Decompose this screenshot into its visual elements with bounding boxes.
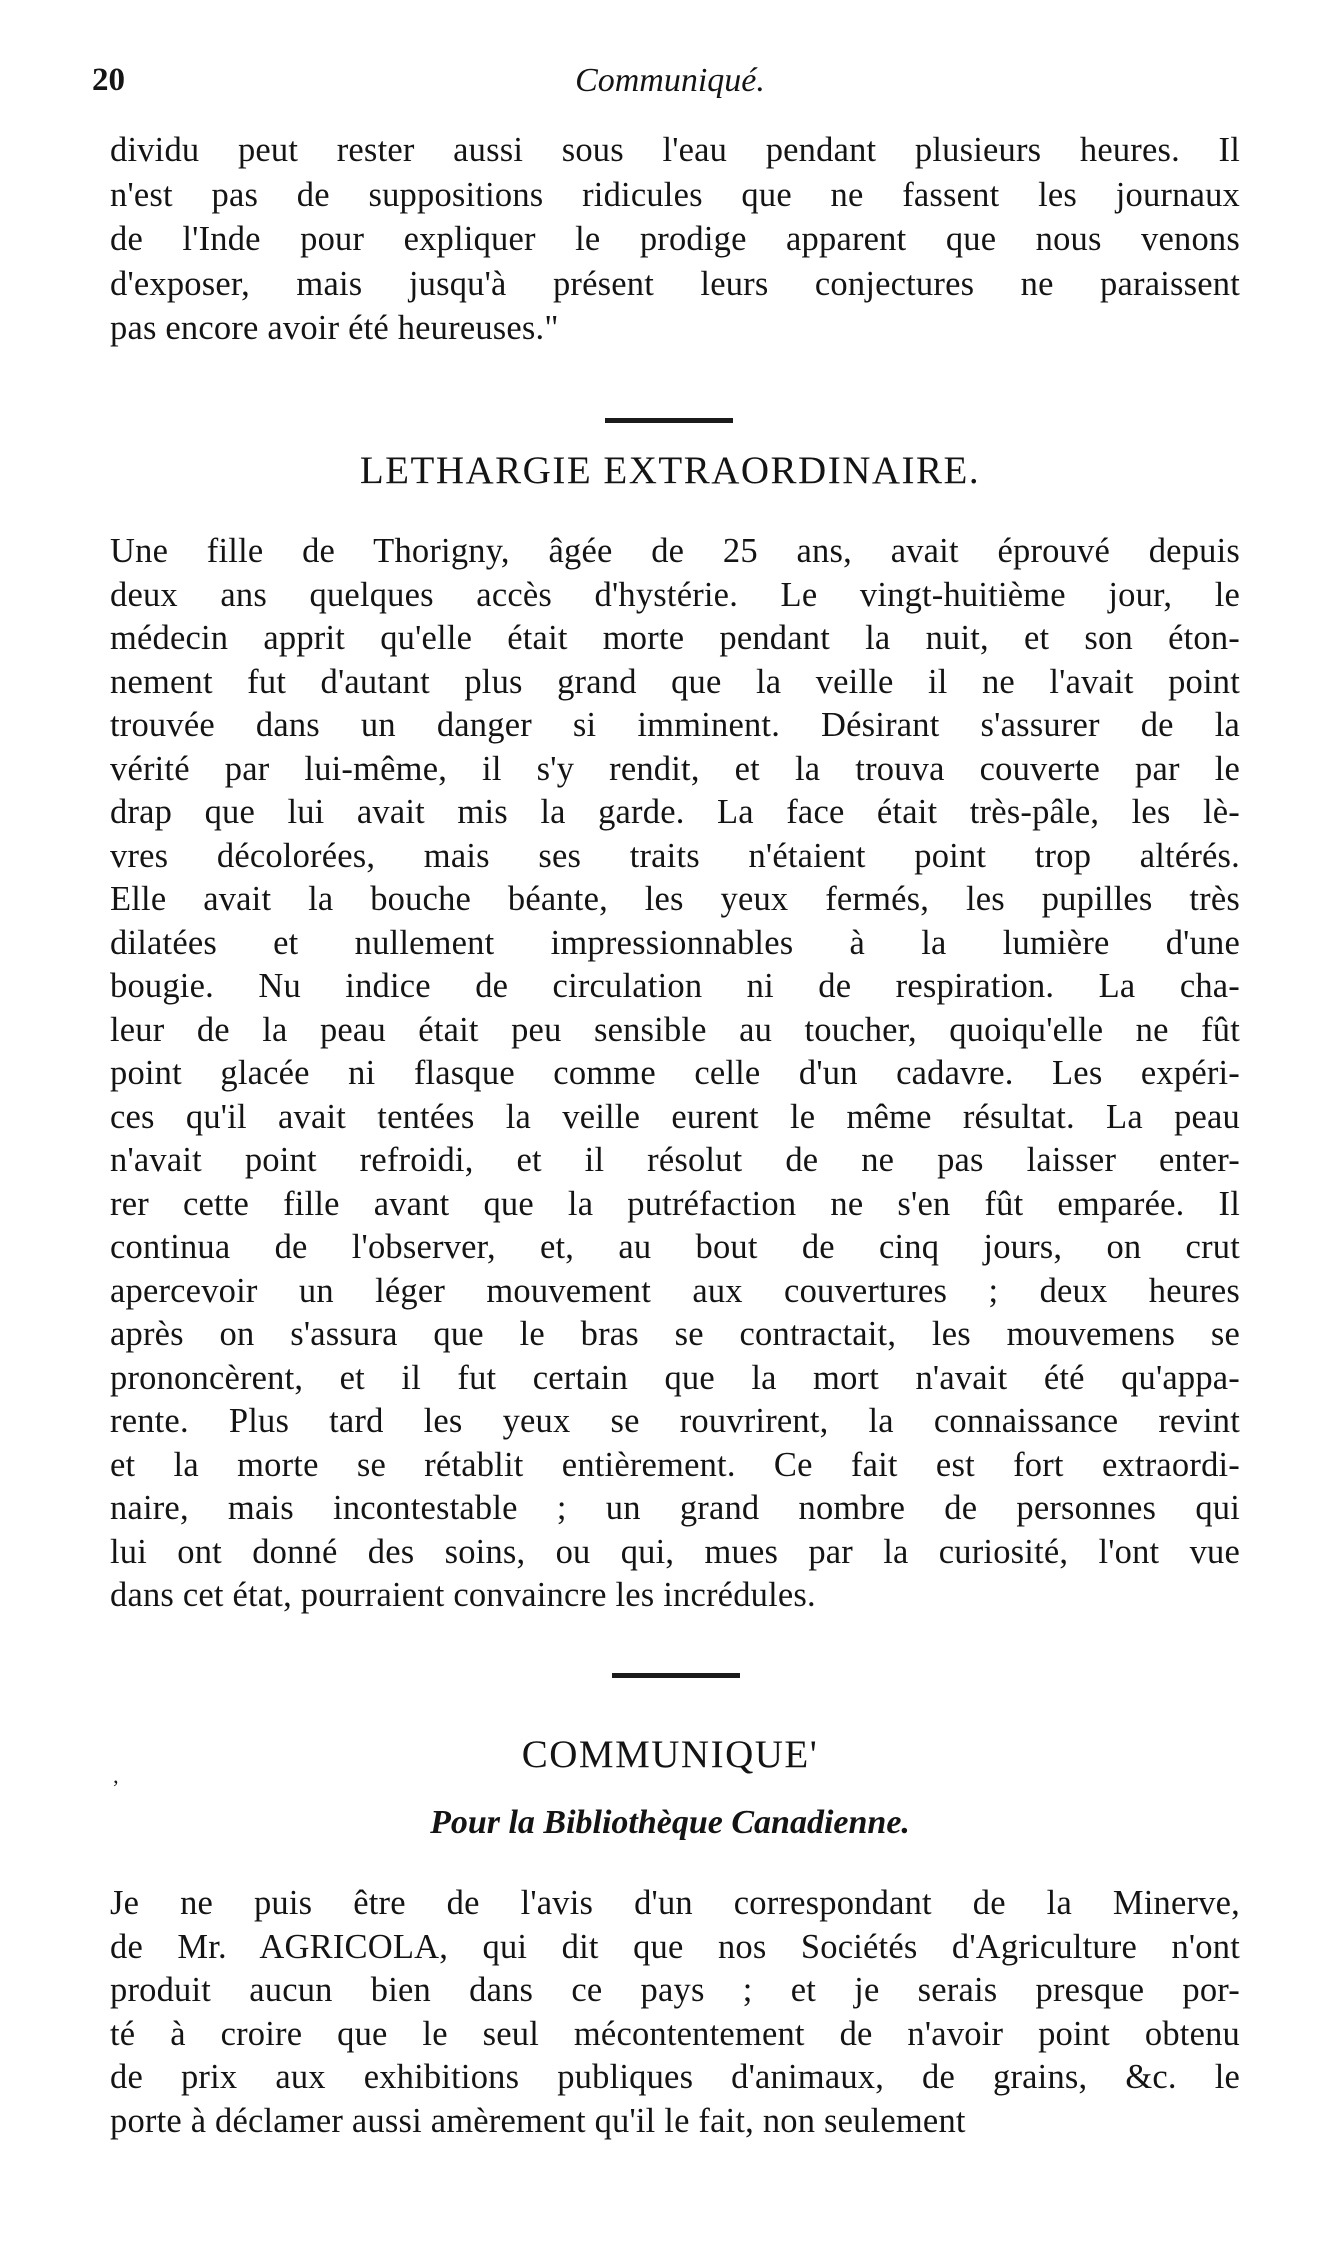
text-line: bougie. Nu indice de circulation ni de respiration. La cha- — [110, 967, 1240, 1005]
text-line: Je ne puis être de l'avis d'un correspondant de la Minerve, — [110, 1884, 1240, 1922]
section-divider — [605, 418, 733, 423]
text-line: ces qu'il avait tentées la veille eurent le même résultat. La peau — [110, 1097, 1240, 1136]
communique-paragraph — [110, 1882, 1240, 2143]
text-line: dividu peut rester aussi sous l'eau pendant plusieurs heures. Il — [110, 131, 1240, 169]
section-title-communique: COMMUNIQUE' — [521, 1733, 819, 1776]
section-divider — [612, 1673, 740, 1678]
text-line: continua de l'observer, et, au bout de cinq jours, on crut — [110, 1228, 1240, 1266]
text-line: et la morte se rétablit entièrement. Ce fait est fort extraordi- — [110, 1445, 1240, 1484]
text-line: point glacée ni flasque comme celle d'un cadavre. Les expéri- — [110, 1054, 1240, 1092]
text-line: médecin apprit qu'elle était morte pendant la nuit, et son éton- — [110, 619, 1240, 657]
text-line: Une fille de Thorigny, âgée de 25 ans, avait éprouvé depuis — [110, 532, 1240, 570]
text-line: prononcèrent, et il fut certain que la mort n'avait été qu'appa- — [110, 1358, 1240, 1397]
text-line: leur de la peau était peu sensible au toucher, quoiqu'elle ne fût — [110, 1010, 1240, 1049]
text-line: produit aucun bien dans ce pays ; et je serais presque por- — [110, 1971, 1240, 2009]
text-line: vres décolorées, mais ses traits n'étaient point trop altérés. — [110, 836, 1240, 875]
text-line: vérité par lui-même, il s'y rendit, et la trouva couverte par le — [110, 749, 1240, 788]
intro-paragraph — [110, 128, 1240, 351]
text-line: nement fut d'autant plus grand que la veille il ne l'avait point — [110, 662, 1240, 701]
text-line: drap que lui avait mis la garde. La face était très-pâle, les lè- — [110, 793, 1240, 831]
text-line: pas encore avoir été heureuses." — [110, 309, 559, 348]
running-head — [0, 62, 1340, 122]
text-line: deux ans quelques accès d'hystérie. Le vingt-huitième jour, le — [110, 575, 1240, 614]
section-title-lethargie: LETHARGIE EXTRAORDINAIRE. — [359, 449, 981, 492]
text-line: rer cette fille avant que la putréfaction ne s'en fût emparée. Il — [110, 1184, 1240, 1223]
text-line: rente. Plus tard les yeux se rouvrirent, la connaissance revint — [110, 1402, 1240, 1440]
text-line: naire, mais incontestable ; un grand nombre de personnes qui — [110, 1489, 1240, 1527]
text-line: apercevoir un léger mouvement aux couvertures ; deux heures — [110, 1271, 1240, 1310]
text-line: après on s'assura que le bras se contractait, les mouvemens se — [110, 1315, 1240, 1353]
text-line: dans cet état, pourraient convaincre les incrédules. — [110, 1576, 816, 1614]
text-line: de prix aux exhibitions publiques d'animaux, de grains, &c. le — [110, 2058, 1240, 2096]
page-number: 20 — [92, 62, 125, 98]
text-line: porte à déclamer aussi amèrement qu'il le fait, non seulement — [110, 2101, 966, 2140]
text-line: n'avait point refroidi, et il résolut de ne pas laisser enter- — [110, 1141, 1240, 1179]
text-line: d'exposer, mais jusqu'à présent leurs conjectures ne paraissent — [110, 264, 1240, 303]
text-line: n'est pas de suppositions ridicules que ne fassent les journaux — [110, 175, 1240, 214]
lethargie-paragraph — [110, 530, 1240, 1618]
text-line: de l'Inde pour expliquer le prodige apparent que nous venons — [110, 220, 1240, 259]
text-line: dilatées et nullement impressionnables à la lumière d'une — [110, 923, 1240, 962]
text-line: té à croire que le seul mécontentement de n'avoir point obtenu — [110, 2014, 1240, 2053]
running-title: Communiqué. — [575, 62, 765, 99]
section-subtitle: Pour la Bibliothèque Canadienne. — [430, 1804, 910, 1841]
text-line: trouvée dans un danger si imminent. Désirant s'assurer de la — [110, 706, 1240, 744]
text-line: Elle avait la bouche béante, les yeux fermés, les pupilles très — [110, 880, 1240, 918]
text-line: lui ont donné des soins, ou qui, mues par la curiosité, l'ont vue — [110, 1532, 1240, 1571]
text-line: de Mr. AGRICOLA, qui dit que nos Sociétés d'Agriculture n'ont — [110, 1927, 1240, 1966]
print-mark: ’ — [112, 1775, 120, 1800]
